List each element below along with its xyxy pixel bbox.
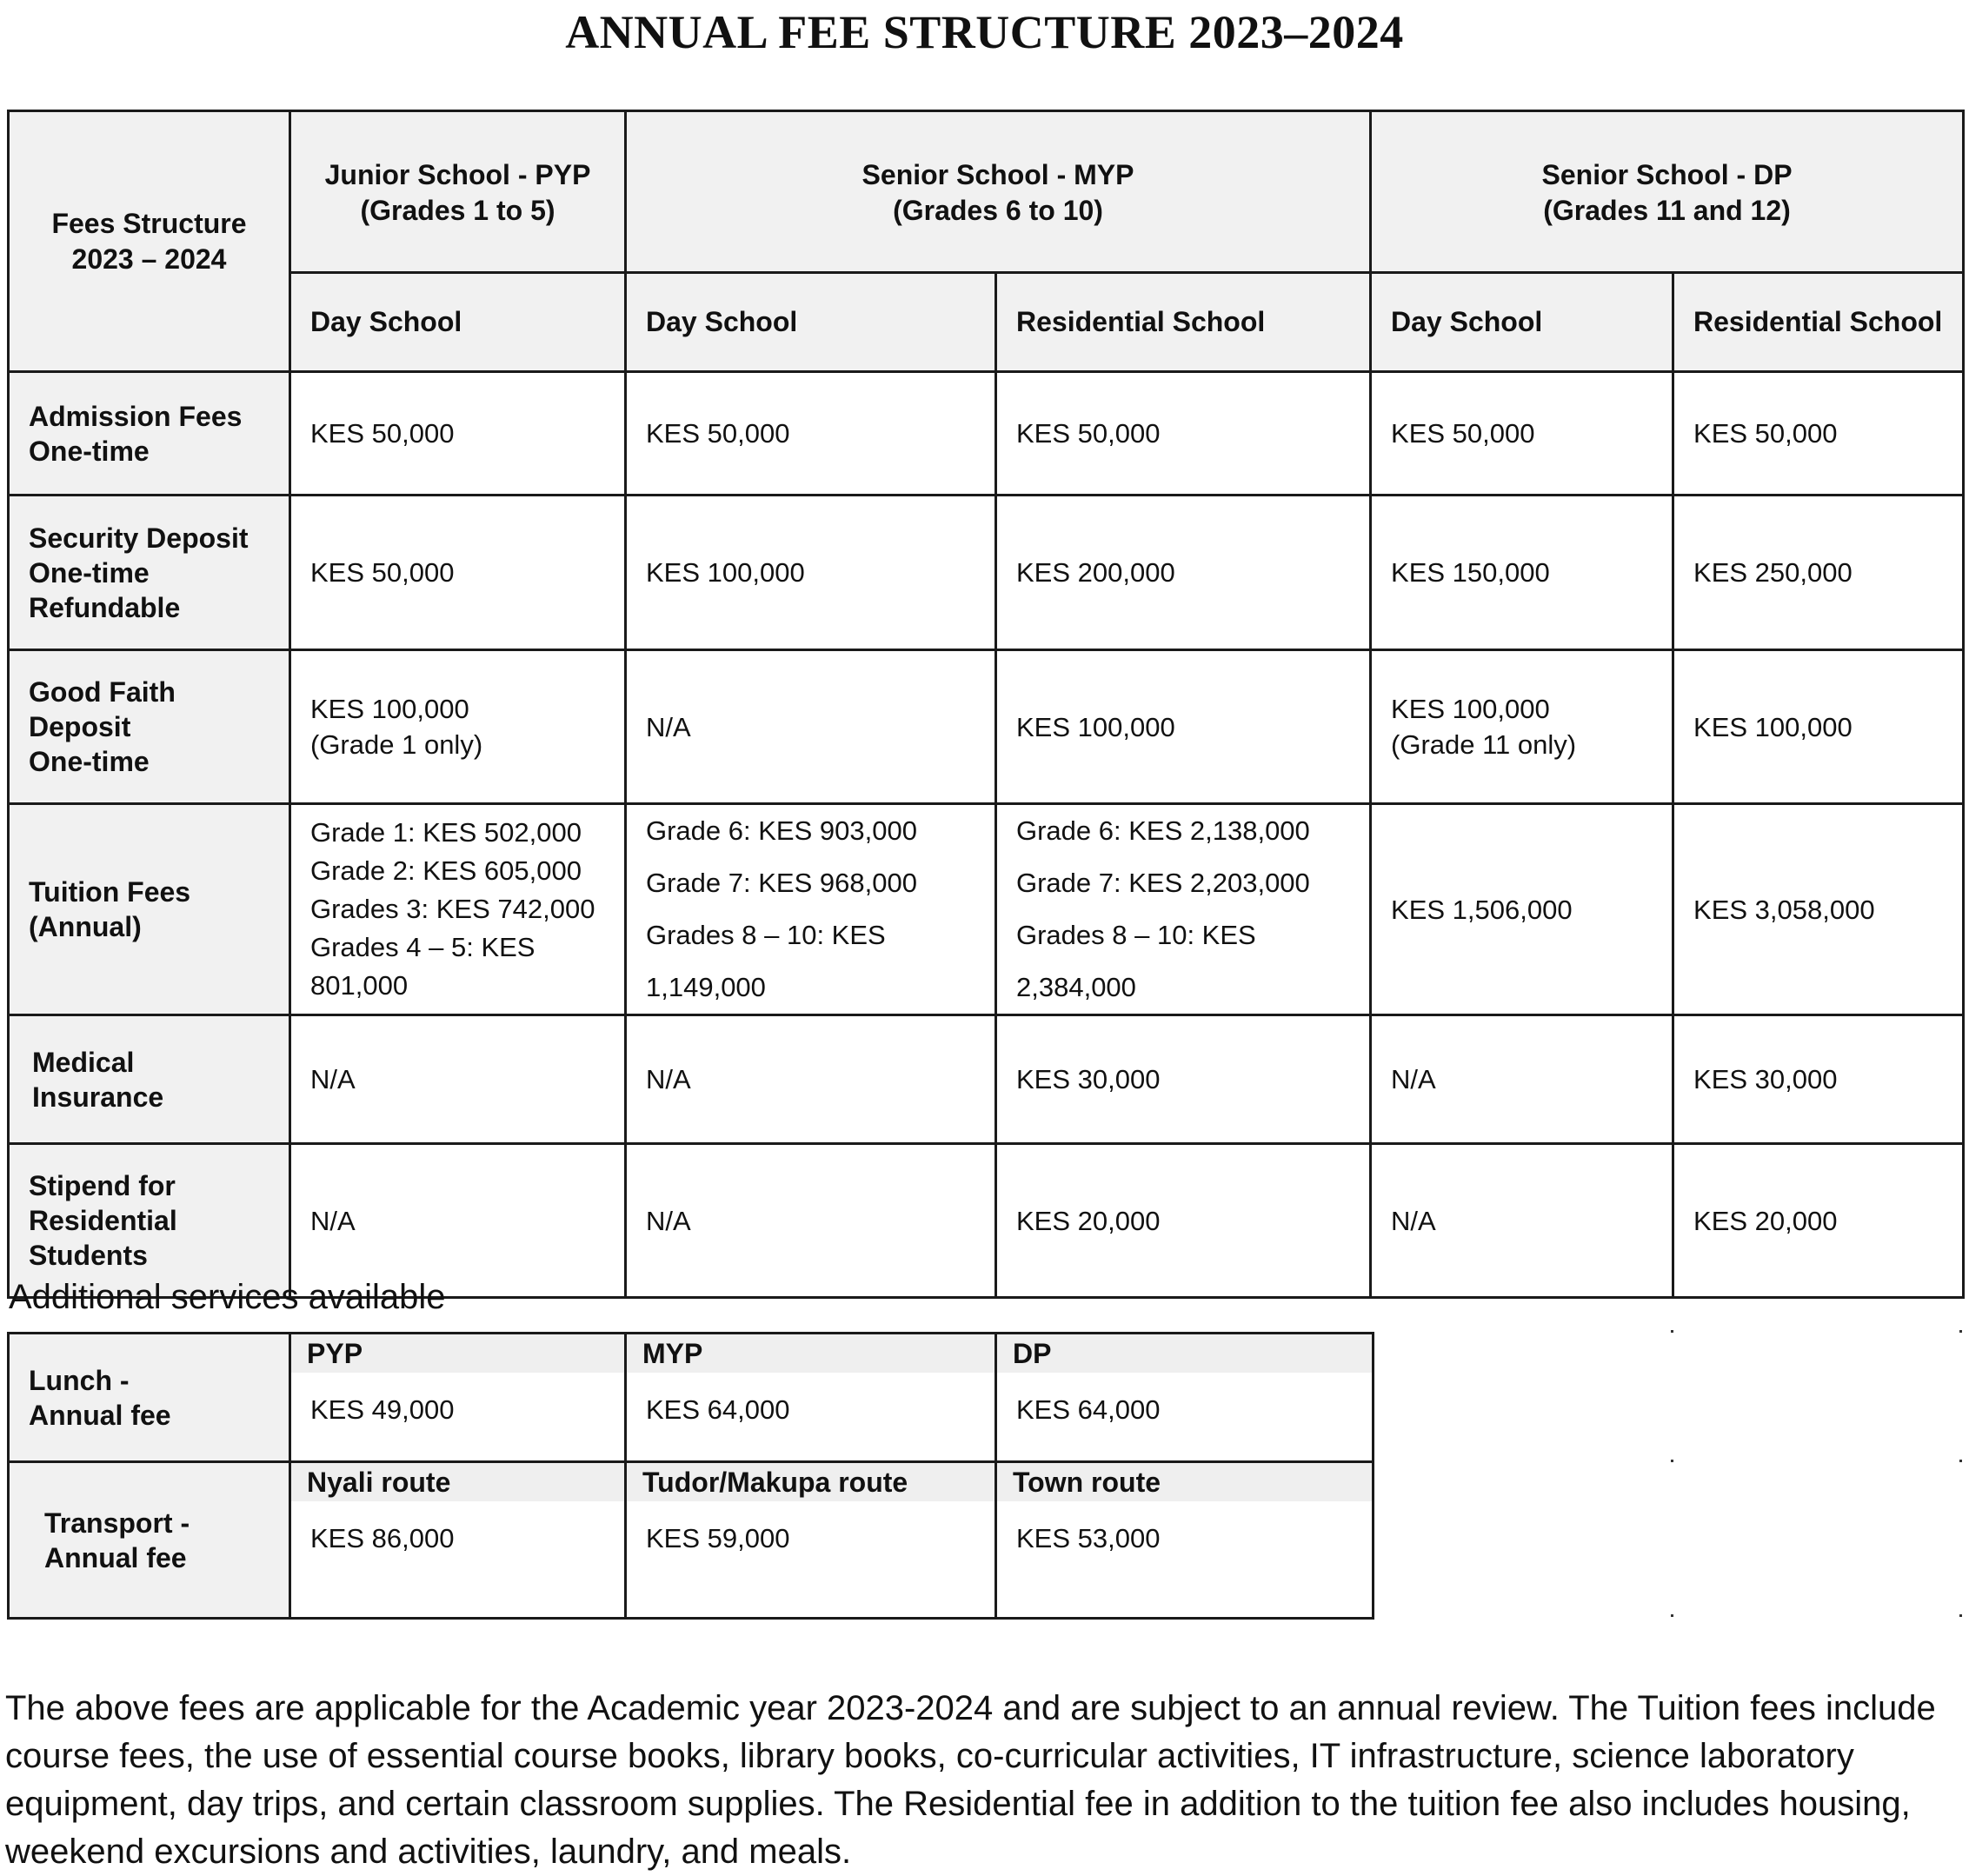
fee-cell — [626, 804, 996, 1015]
row-label-admission — [9, 372, 290, 496]
service-option-name: Tudor/Makupa route — [627, 1463, 994, 1501]
fee-cell: N/A — [626, 1144, 996, 1298]
row-label-good-faith-deposit — [9, 650, 290, 804]
fee-cell: KES 250,000 — [1673, 496, 1964, 650]
row-label-line: Admission Fees — [29, 400, 243, 432]
tuition-line: Grades 4 – 5: KES 801,000 — [310, 932, 535, 1001]
divider-dot — [1959, 1614, 1962, 1617]
fee-cell: KES 50,000 — [290, 496, 626, 650]
table-corner-header — [9, 111, 290, 372]
row-label-line: One-time — [29, 556, 150, 589]
tuition-line: Grades 8 – 10: KES 2,384,000 — [1016, 920, 1256, 1002]
fee-cell: KES 100,000 — [1673, 650, 1964, 804]
fee-cell: KES 50,000 — [290, 372, 626, 496]
service-label-line: Annual fee — [44, 1541, 187, 1573]
divider-dot — [1959, 1330, 1962, 1333]
fee-note: (Grade 1 only) — [310, 729, 483, 760]
group-header-myp — [626, 111, 1371, 273]
row-label-line: Students — [29, 1240, 148, 1271]
row-label-line: One-time — [29, 746, 150, 777]
table-row — [9, 496, 1964, 650]
corner-line: Fees Structure — [51, 207, 247, 239]
service-label-line: Transport - — [44, 1507, 190, 1539]
group-header-dp — [1371, 111, 1964, 273]
table-row — [9, 804, 1964, 1015]
row-label-line: One-time — [29, 435, 150, 467]
row-label-security-deposit — [9, 496, 290, 650]
footer-note: The above fees are applicable for the Academic year 2023-2024 and are subject to an annual review. The Tuition fees include course fees, the use of essential course books, library books, co-curricular activities, IT infrastructure, science laboratory equipment, day trips, and certain classroom supplies. The Residential fee in addition to the tuition fee also includes housing, weekend excursions and activities, laundry, and meals. — [5, 1689, 1936, 1871]
group-header-pyp — [290, 111, 626, 273]
service-option — [290, 1462, 626, 1619]
divider-dot — [1671, 1614, 1673, 1617]
row-label-line: Security Deposit — [29, 522, 249, 554]
fee-cell — [1371, 650, 1673, 804]
fee-cell: KES 3,058,000 — [1673, 804, 1964, 1015]
row-label-line: Medical — [32, 1046, 135, 1078]
fee-cell: N/A — [1371, 1015, 1673, 1144]
row-label-line: Stipend for — [29, 1170, 176, 1201]
service-option-name: DP — [997, 1334, 1372, 1373]
group-subtitle: (Grades 11 and 12) — [1543, 195, 1791, 226]
service-option-name: Nyali route — [291, 1463, 624, 1501]
service-label-line: Annual fee — [29, 1399, 171, 1431]
tuition-line: Grade 2: KES 605,000 — [310, 855, 582, 886]
service-option-fee: KES 53,000 — [1016, 1523, 1161, 1553]
corner-line: 2023 – 2024 — [71, 243, 227, 275]
tuition-line: Grade 7: KES 968,000 — [646, 868, 917, 898]
fee-cell: N/A — [290, 1015, 626, 1144]
divider-dot — [1671, 1330, 1673, 1333]
row-label-line: Refundable — [29, 591, 181, 623]
service-option-fee: KES 86,000 — [310, 1523, 455, 1553]
additional-services-table — [7, 1332, 1374, 1620]
fee-line: KES 100,000 — [1391, 694, 1550, 724]
fee-cell: KES 1,506,000 — [1371, 804, 1673, 1015]
service-option — [996, 1462, 1374, 1619]
service-option-name: Town route — [997, 1463, 1372, 1501]
fee-cell: KES 30,000 — [996, 1015, 1371, 1144]
table-row — [9, 1144, 1964, 1298]
table-row — [9, 372, 1964, 496]
service-option-fee: KES 64,000 — [1016, 1394, 1161, 1425]
fee-structure-table — [7, 110, 1965, 1299]
tuition-line: Grade 1: KES 502,000 — [310, 817, 582, 848]
group-title: Junior School - PYP — [324, 159, 591, 190]
table-row — [9, 650, 1964, 804]
service-option-name: PYP — [291, 1334, 624, 1373]
row-label-line: Residential — [29, 1205, 177, 1236]
service-label-lunch — [9, 1334, 290, 1462]
fee-cell: KES 20,000 — [1673, 1144, 1964, 1298]
fee-cell: KES 200,000 — [996, 496, 1371, 650]
table-row — [9, 1015, 1964, 1144]
column-header: Day School — [1371, 273, 1673, 372]
row-label-medical-insurance — [9, 1015, 290, 1144]
row-label-stipend — [9, 1144, 290, 1298]
service-option — [996, 1334, 1374, 1462]
group-title: Senior School - DP — [1541, 159, 1793, 190]
fee-cell: KES 100,000 — [626, 496, 996, 650]
fee-cell: KES 150,000 — [1371, 496, 1673, 650]
tuition-line: Grades 3: KES 742,000 — [310, 894, 595, 924]
group-subtitle: (Grades 1 to 5) — [360, 195, 555, 226]
fee-cell: N/A — [626, 650, 996, 804]
row-label-line: Good Faith — [29, 676, 176, 708]
service-option — [626, 1334, 996, 1462]
fee-line: KES 100,000 — [310, 694, 469, 724]
divider-dot — [1959, 1460, 1962, 1462]
service-option-fee: KES 64,000 — [646, 1394, 790, 1425]
fee-cell: N/A — [290, 1144, 626, 1298]
group-subtitle: (Grades 6 to 10) — [893, 195, 1103, 226]
fee-cell: KES 100,000 — [996, 650, 1371, 804]
fee-cell — [290, 650, 626, 804]
service-option-fee: KES 49,000 — [310, 1394, 455, 1425]
column-header: Day School — [626, 273, 996, 372]
group-title: Senior School - MYP — [861, 159, 1134, 190]
fee-cell: N/A — [1371, 1144, 1673, 1298]
service-option-fee: KES 59,000 — [646, 1523, 790, 1553]
column-header: Residential School — [996, 273, 1371, 372]
column-header: Day School — [290, 273, 626, 372]
fee-cell: N/A — [626, 1015, 996, 1144]
row-label-line: Insurance — [32, 1081, 164, 1113]
table-row — [9, 1334, 1374, 1462]
row-label-line: (Annual) — [29, 911, 142, 942]
fee-cell: KES 50,000 — [1371, 372, 1673, 496]
divider-dot — [1671, 1460, 1673, 1462]
tuition-line: Grade 6: KES 903,000 — [646, 815, 917, 846]
row-label-line: Tuition Fees — [29, 876, 191, 908]
fee-cell — [290, 804, 626, 1015]
fee-cell: KES 50,000 — [1673, 372, 1964, 496]
service-option — [290, 1334, 626, 1462]
fee-cell: KES 20,000 — [996, 1144, 1371, 1298]
page-title: ANNUAL FEE STRUCTURE 2023–2024 — [565, 6, 1404, 58]
fee-note: (Grade 11 only) — [1391, 729, 1577, 760]
fee-cell: KES 50,000 — [626, 372, 996, 496]
table-row — [9, 1462, 1374, 1619]
fee-cell: KES 50,000 — [996, 372, 1371, 496]
tuition-line: Grade 6: KES 2,138,000 — [1016, 815, 1310, 846]
service-label-transport — [9, 1462, 290, 1619]
service-option-name: MYP — [627, 1334, 994, 1373]
fee-cell — [996, 804, 1371, 1015]
row-label-line: Deposit — [29, 711, 131, 742]
additional-services-heading: Additional services available — [9, 1278, 446, 1316]
row-label-tuition — [9, 804, 290, 1015]
tuition-line: Grades 8 – 10: KES 1,149,000 — [646, 920, 886, 1002]
column-header: Residential School — [1673, 273, 1964, 372]
service-option — [626, 1462, 996, 1619]
fee-cell: KES 30,000 — [1673, 1015, 1964, 1144]
service-label-line: Lunch - — [29, 1364, 130, 1396]
tuition-line: Grade 7: KES 2,203,000 — [1016, 868, 1310, 898]
